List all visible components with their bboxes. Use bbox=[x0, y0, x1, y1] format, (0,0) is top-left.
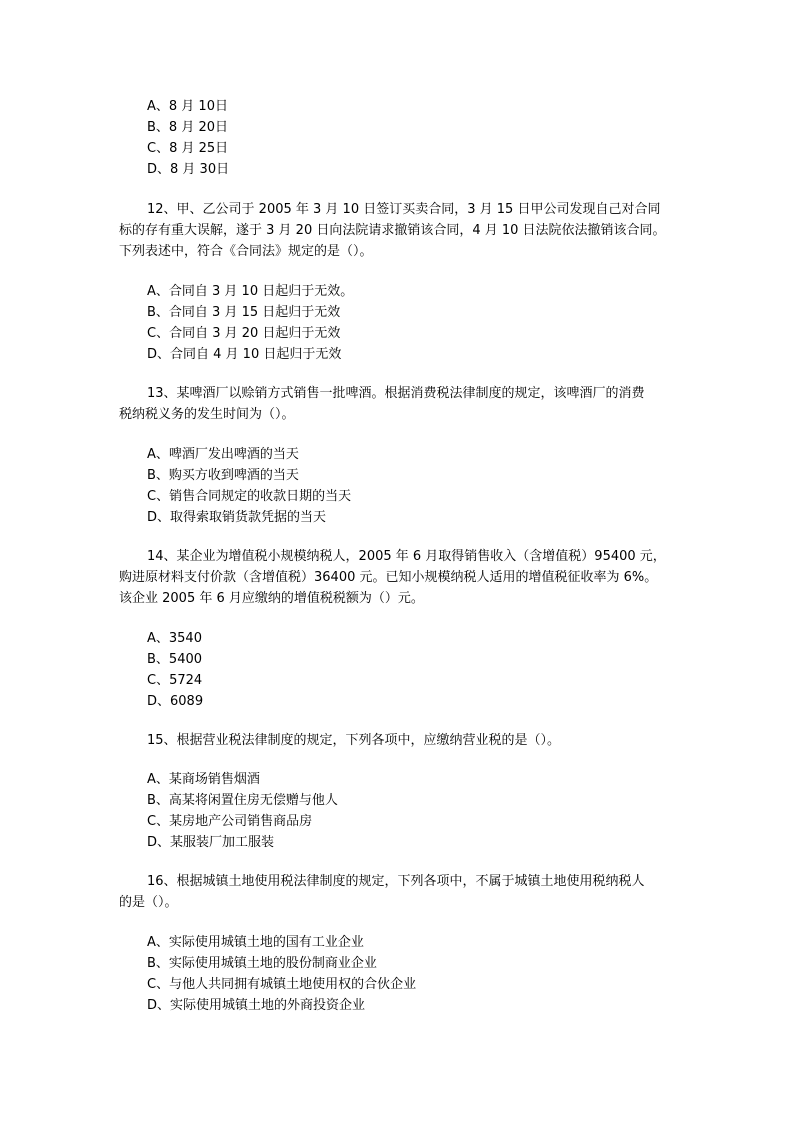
q16-option-a: A、实际使用城镇土地的国有工业企业 bbox=[147, 935, 364, 950]
q16-stem-line-2: 的是（）。 bbox=[119, 895, 178, 910]
q13-option-c: C、销售合同规定的收款日期的当天 bbox=[147, 489, 352, 504]
q12-option-c: C、合同自 3 月 20 日起归于无效 bbox=[147, 326, 341, 341]
q16-option-d: D、实际使用城镇土地的外商投资企业 bbox=[147, 998, 366, 1013]
q15-option-c: C、某房地产公司销售商品房 bbox=[147, 814, 313, 829]
q13-option-b: B、购买方收到啤酒的当天 bbox=[147, 468, 299, 483]
q14-option-a: A、3540 bbox=[147, 631, 202, 646]
q14-stem-line-2: 购进原材料支付价款（含增值税）36400 元。已知小规模纳税人适用的增值税征收率为 6%。 bbox=[119, 570, 658, 585]
q15-option-a: A、某商场销售烟酒 bbox=[147, 772, 260, 787]
q12-stem-line-2: 标的存有重大误解，遂于 3 月 20 日向法院请求撤销该合同，4 月 10 日法院依法撤销该合同。 bbox=[119, 223, 666, 238]
q12-option-b: B、合同自 3 月 15 日起归于无效 bbox=[147, 305, 341, 320]
q15-option-b: B、高某将闲置住房无偿赠与他人 bbox=[147, 793, 338, 808]
q15-option-d: D、某服装厂加工服装 bbox=[147, 835, 275, 850]
q16-option-c: C、与他人共同拥有城镇土地使用权的合伙企业 bbox=[147, 977, 417, 992]
q15-stem-line-1: 15、根据营业税法律制度的规定，下列各项中，应缴纳营业税的是（）。 bbox=[147, 733, 561, 748]
q12-option-d: D、合同自 4 月 10 日起归于无效 bbox=[147, 347, 342, 362]
q16-option-b: B、实际使用城镇土地的股份制商业企业 bbox=[147, 956, 377, 971]
q13-stem-line-2: 税纳税义务的发生时间为（）。 bbox=[119, 407, 295, 422]
q14-option-c: C、5724 bbox=[147, 673, 203, 688]
q11-option-c: C、8 月 25日 bbox=[147, 141, 229, 156]
q13-option-d: D、取得索取销货款凭据的当天 bbox=[147, 510, 327, 525]
q14-option-b: B、5400 bbox=[147, 652, 203, 667]
q11-option-a: A、8 月 10日 bbox=[147, 99, 228, 114]
q12-stem-line-3: 下列表述中，符合《合同法》规定的是（）。 bbox=[119, 244, 373, 259]
q12-stem-line-1: 12、甲、乙公司于 2005 年 3 月 10 日签订买卖合同，3 月 15 日甲公司发现自己对合同 bbox=[147, 202, 661, 217]
q12-option-a: A、合同自 3 月 10 日起归于无效。 bbox=[147, 284, 354, 299]
q14-stem-line-3: 该企业 2005 年 6 月应缴纳的增值税税额为（）元。 bbox=[119, 591, 424, 606]
q11-option-d: D、8 月 30日 bbox=[147, 162, 230, 177]
q14-stem-line-1: 14、某企业为增值税小规模纳税人，2005 年 6 月取得销售收入（含增值税）95400 元， bbox=[147, 549, 666, 564]
q13-option-a: A、啤酒厂发出啤酒的当天 bbox=[147, 447, 299, 462]
q11-option-b: B、8 月 20日 bbox=[147, 120, 228, 135]
q14-option-d: D、6089 bbox=[147, 694, 204, 709]
q16-stem-line-1: 16、根据城镇土地使用税法律制度的规定，下列各项中，不属于城镇土地使用税纳税人 bbox=[147, 874, 645, 889]
q13-stem-line-1: 13、某啤酒厂以赊销方式销售一批啤酒。根据消费税法律制度的规定，该啤酒厂的消费 bbox=[147, 386, 645, 401]
